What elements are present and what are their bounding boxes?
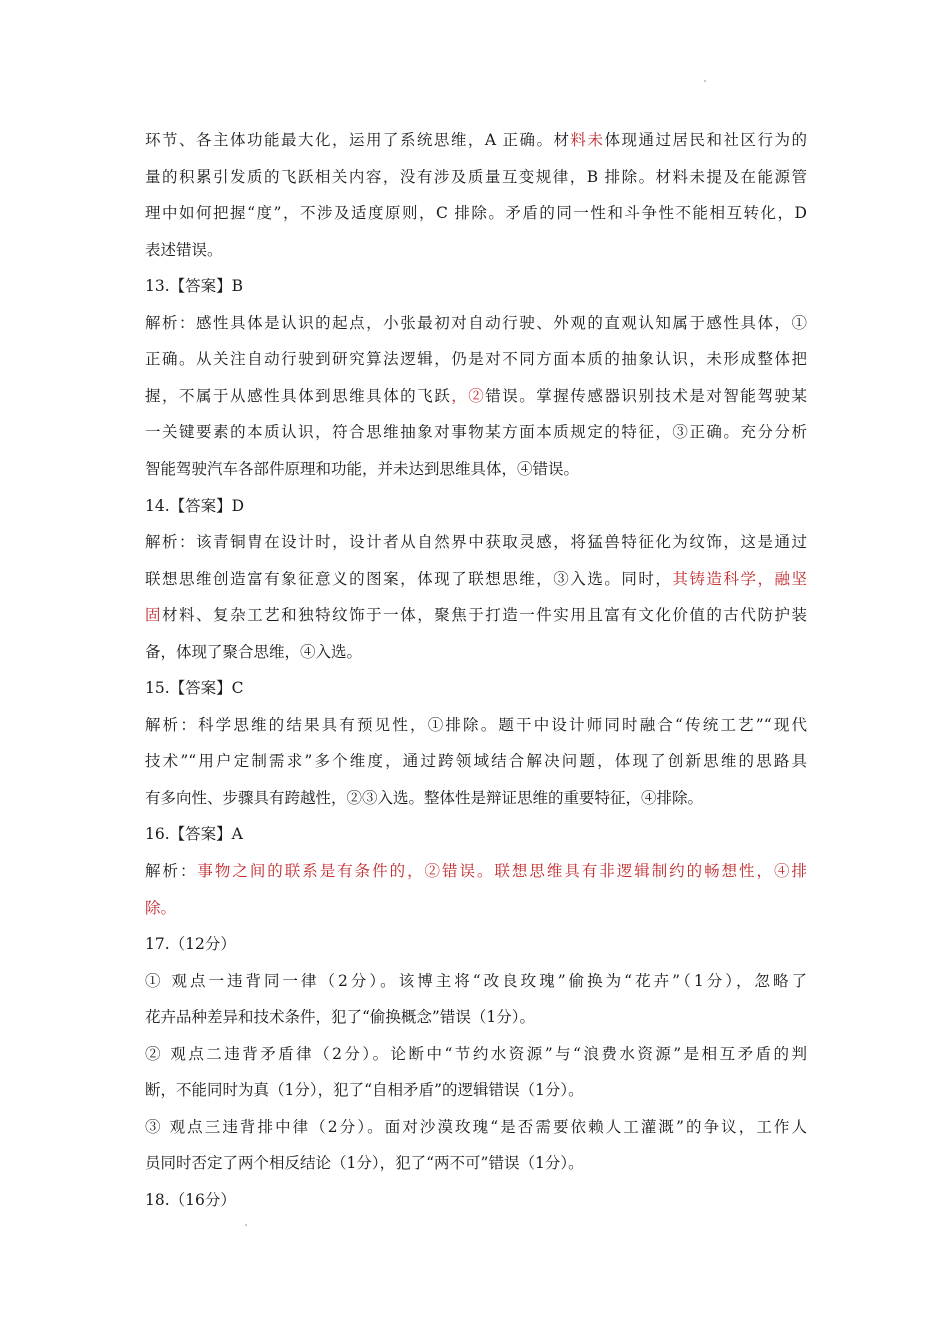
text-segment: 技术”“用户定制需求”多个维度，通过跨领域结合解决问题，体现了创新思维的思路具 [145, 752, 807, 771]
highlighted-text: 事物之间的联系是有条件的，②错误。联想思维具有非逻辑制约的畅想性，④排 [197, 862, 807, 880]
text-line [145, 422, 807, 442]
text-line [145, 751, 807, 771]
text-segment: 正确。从关注自动行驶到研究算法逻辑，仍是对不同方面本质的抽象认识，未形成整体把 [145, 350, 807, 369]
text-segment: 15.【答案】C [145, 679, 244, 698]
text-line [145, 1153, 807, 1173]
text-segment: 体现通过居民和社区行为的 [604, 131, 807, 149]
text-segment: 17.（12分） [145, 935, 236, 954]
highlighted-text: ，② [451, 386, 486, 405]
text-segment: 解析：感性具体是认识的起点，小张最初对自动行驶、外观的直观认知属于感性具体，① [145, 313, 807, 332]
text-line [145, 1190, 807, 1210]
text-line [145, 824, 807, 844]
text-line [145, 532, 807, 552]
text-line [145, 569, 807, 589]
text-line [145, 788, 807, 808]
text-line [145, 496, 807, 516]
text-segment: 解析：该青铜胄在设计时，设计者从自然界中获取灵感，将猛兽特征化为纹饰，这是通过 [145, 533, 807, 552]
text-line [145, 313, 807, 333]
text-line [145, 349, 807, 369]
text-segment: 18.（16分） [145, 1190, 236, 1209]
text-segment: ③ 观点三违背排中律（2分）。面对沙漠玫瑰“是否需要依赖人工灌溉”的争议，工作人 [145, 1117, 807, 1136]
text-line [145, 898, 807, 918]
text-segment: 解析： [145, 862, 198, 880]
text-segment: 13.【答案】B [145, 277, 244, 296]
scan-speck-top [704, 80, 706, 82]
highlighted-text: 料未 [570, 131, 605, 149]
text-segment: 环节、各主体功能最大化，运用了系统思维，A 正确。材 [145, 131, 571, 149]
text-line [145, 1007, 807, 1027]
text-segment: 理中如何把握“度”，不涉及适度原则，C 排除。矛盾的同一性和斗争性不能相互转化，D [145, 204, 807, 223]
text-line [145, 276, 807, 296]
text-segment: 材料、复杂工艺和独特纹饰于一体，聚焦于打造一件实用且富有文化价值的古代防护装 [162, 606, 807, 625]
highlighted-text: 除。 [145, 898, 177, 917]
text-segment: 14.【答案】D [145, 496, 245, 515]
highlighted-text: 其铸造科学，融坚 [672, 569, 807, 588]
text-segment: ① 观点一违背同一律（2分）。该博主将“改良玫瑰”偷换为“花卉”（1分），忽略了 [145, 971, 807, 990]
text-line [145, 130, 807, 150]
text-segment: 断，不能同时为真（1分），犯了“自相矛盾”的逻辑错误（1分）。 [145, 1081, 584, 1100]
text-segment: 握，不属于从感性具体到思维具体的飞跃 [145, 386, 452, 405]
text-line [145, 386, 807, 406]
text-segment: 智能驾驶汽车各部件原理和功能，并未达到思维具体，④错误。 [145, 459, 580, 478]
text-line [145, 971, 807, 991]
text-line [145, 203, 807, 223]
text-line [145, 1044, 807, 1064]
text-line [145, 715, 807, 735]
text-segment: 备，体现了聚合思维，④入选。 [145, 642, 363, 661]
text-line [145, 167, 807, 187]
text-segment: 员同时否定了两个相反结论（1分），犯了“两不可”错误（1分）。 [145, 1154, 584, 1173]
text-line [145, 459, 807, 479]
text-segment: 错误。掌握传感器识别技术是对智能驾驶某 [485, 386, 807, 405]
text-line [145, 642, 807, 662]
text-line [145, 861, 807, 881]
text-segment: 联想思维创造富有象征意义的图案，体现了联想思维，③入选。同时， [145, 569, 673, 588]
text-line [145, 678, 807, 698]
text-segment: 解析：科学思维的结果具有预见性，①排除。题干中设计师同时融合“传统工艺”“现代 [145, 715, 807, 734]
text-line [145, 1117, 807, 1137]
text-segment: 16.【答案】A [145, 825, 243, 844]
text-segment: 有多向性、步骤具有跨越性，②③入选。整体性是辩证思维的重要特征，④排除。 [145, 788, 704, 807]
text-segment: 表述错误。 [145, 240, 223, 259]
highlighted-text: 固 [145, 606, 163, 625]
text-line [145, 240, 807, 260]
text-line [145, 934, 807, 954]
text-line [145, 605, 807, 625]
text-segment: 量的积累引发质的飞跃相关内容，没有涉及质量互变规律，B 排除。材料未提及在能源管 [145, 167, 807, 186]
text-segment: 一关键要素的本质认识，符合思维抽象对事物某方面本质规定的特征，③正确。充分分析 [145, 423, 807, 442]
scan-speck-bottom [245, 1224, 247, 1226]
text-segment: ② 观点二违背矛盾律（2分）。论断中“节约水资源”与“浪费水资源”是相互矛盾的判 [145, 1044, 807, 1063]
text-segment: 花卉品种差异和技术条件，犯了“偷换概念”错误（1分）。 [145, 1008, 535, 1027]
text-line [145, 1080, 807, 1100]
